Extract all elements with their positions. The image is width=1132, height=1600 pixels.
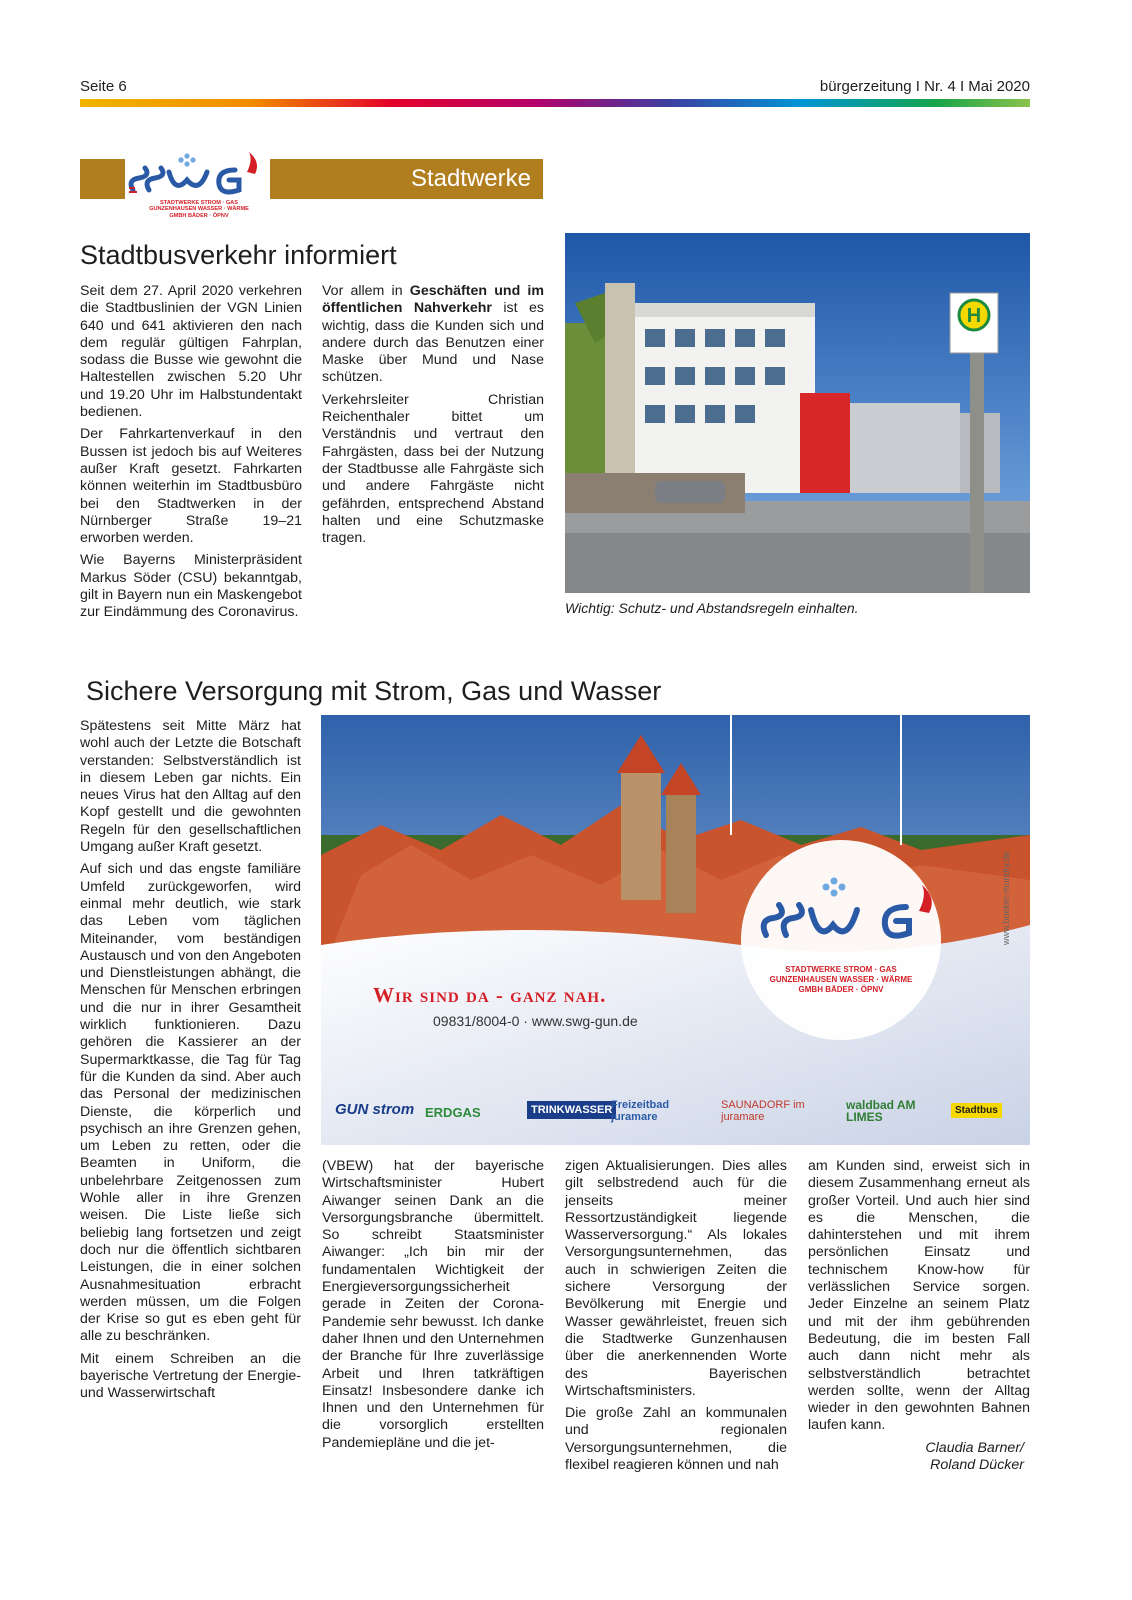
ad-logo-line-1: STADTWERKE STROM · GAS [785, 965, 897, 974]
article1-column-1 [80, 283, 302, 627]
article2-c4: am Kunden sind, erweist sich in diesem Zusammenhang erneut als großer Vorteil. Und auch hier sind es die Menschen, die dahinterstehen und mit ihrem persönlichen Einsatz und technischem Know-how für verlässlichen Service sorgen. Jeder Einzelne an seinem Platz und mit der ihm gebührenden Bedeutung, die im besten Fall auch dann nicht mehr als selbstverständlich betrachtet werden sollte, wenn der Alltag wieder in den gewohnten Bahnen laufen kann. [808, 1158, 1030, 1434]
article2-c3-p2: Die große Zahl an kommunalen und regionalen Versorgungsunternehmen, die flexibel reagieren können und nah [565, 1405, 787, 1474]
brand-logo-row [321, 1085, 1030, 1140]
article2-c1-p2: Auf sich und das engste familiäre Umfeld zurückgeworfen, wird einmal mehr deutlich, wie stark das Leben vom täglichen Miteinander, vom beständigen Austausch und von den Angeboten und Dienstleistungen abhängt, die Menschen für Menschen erbringen und die nur in ihrer Gesamtheit wirklich funktionieren. Dazu gehören die Kassierer an der Supermarktkasse, die Tag für Tag für die Kunden da sind. Aber auch das Personal der medizinischen Dienste, die körperlich und psychisch an ihre Grenzen gehen, um Leben zu retten, oder die Beamten in Uniform, die unbelehrbare Zeitgenossen zum Wohle aller in ihre Grenzen weisen. Die Liste ließe sich beliebig lang fortsetzen und zeigt doch nur die öffentlich sichtbaren Leistungen, die in einer solchen Ausnahmesituation erbracht werden müssen, um die Folgen der Krise so gut es eben geht für alle zu beschränken. [80, 861, 301, 1345]
brand-gun-strom: GUN strom [335, 1101, 415, 1118]
issue-info: bürgerzeitung I Nr. 4 I Mai 2020 [819, 78, 1030, 95]
author-line-1: Claudia Barner/ [925, 1439, 1024, 1456]
ad-logo-line-2: GUNZENHAUSEN WASSER · WÄRME [769, 975, 913, 984]
author-line-2: Roland Dücker [930, 1457, 1024, 1474]
page-number: Seite 6 [80, 78, 127, 95]
article1-headline: Stadtbusverkehr informiert [80, 240, 397, 270]
ad-slogan: Wir sind da - ganz nah. [373, 983, 607, 1007]
brand-erdgas: ERDGAS [425, 1105, 481, 1120]
article2-column-2 [322, 1158, 544, 1457]
bus-stop-sign: H [966, 305, 982, 327]
ad-logo-line-3: GMBH BÄDER · ÖPNV [798, 985, 884, 994]
logo-line-3: GMBH BÄDER · ÖPNV [169, 212, 229, 219]
article2-c1-p1: Spätestens seit Mitte März hat wohl auch der Letzte die Botschaft verstanden: Selbstverständlich ist in diesem Leben gar nichts. Ein neues Virus hat den Alltag auf den Kopf gestellt und die gewohnten Regeln für den gesellschaftlichen Umgang außer Kraft gesetzt. [80, 718, 301, 856]
brand-juramare: Freizeitbad juramare [611, 1099, 670, 1123]
ad-contact: 09831/8004-0 · www.swg-gun.de [433, 1013, 638, 1029]
brand-saunadorf: SAUNADORF im juramare [721, 1099, 805, 1123]
rainbow-divider [80, 99, 1030, 107]
swg-logo [125, 150, 270, 218]
article1-p3: Wie Bayerns Ministerpräsident Markus Söder (CSU) bekanntgab, gilt in Bayern nun ein Maskengebot zur Eindämmung des Coronavirus. [80, 552, 302, 621]
photo-caption: Wichtig: Schutz- und Abstandsregeln einhalten. [565, 600, 859, 616]
town-photo-icon [321, 715, 1030, 1145]
brand-trinkwasser: TRINKWASSER [527, 1101, 616, 1119]
article2-c2: (VBEW) hat der bayerische Wirtschaftsminister Hubert Aiwanger seinen Dank an die Versorgungsbranche übermittelt. So schreibt Staatsminister Aiwanger: „Ich bin mir der fundamentalen Wichtigkeit der Energieversorgungssicherheit gerade in Zeiten der Corona-Pandemie sehr bewusst. Ich danke daher Ihnen und den Unternehmen der Branche für Ihre zuverlässige Arbeit und Ihren tatkräftigen Einsatz! Insbesondere danke ich Ihnen und den Unternehmen für die vorsorglich erstellten Pandemiepläne und die jet- [322, 1158, 544, 1451]
article2-c1-p3: Mit einem Schreiben an die bayerische Vertretung der Energie- und Wasserwirtschaft [80, 1350, 301, 1402]
brand-stadtbus: Stadtbus [951, 1103, 1002, 1118]
swg-advertisement [321, 715, 1030, 1145]
bus-stop-photo [565, 233, 1030, 593]
ad-credit: www.boeker-mundry.de [1001, 851, 1011, 945]
logo-line-2: GUNZENHAUSEN WASSER · WÄRME [149, 206, 249, 213]
article2-column-4 [808, 1158, 1030, 1474]
article2-c3-p1: zigen Aktualisierungen. Dies alles gilt selbstredend auch für die jenseits meiner Ressortzuständigkeit liegende Wasserversorgung.“ Als lokales Versorgungsunternehmen, das auch in schwierigen Zeiten die sichere Versorgung der Bevölkerung mit Energie und Wasser gewährleistet, freuen sich die Stadtwerke Gunzenhausen über die anerkennenden Worte des Bayerischen Wirtschaftsministers. [565, 1158, 787, 1399]
article1-p2: Der Fahrkartenverkauf in den Bussen ist jedoch bis auf Weiteres außer Kraft gesetzt. Fahrkarten können weiterhin im Stadtbusbüro bei den Stadtwerken in der Nürnberger Straße 19–21 erworben werden. [80, 426, 302, 547]
article2-column-3 [565, 1158, 787, 1479]
logo-line-1: STADTWERKE STROM · GAS [160, 200, 238, 206]
article1-p1: Seit dem 27. April 2020 verkehren die Stadtbuslinien der VGN Linien 640 und 641 aktivieren den nach dem regulär gültigen Fahrplan, sodass die Busse wie gewohnt die Haltestellen zwischen 5.20 Uhr und 19.20 Uhr im Halbstundentakt bedienen. [80, 283, 302, 421]
article2-column-1 [80, 718, 301, 1408]
article1-p5: Verkehrsleiter Christian Reichenthaler bittet um Verständnis und vertraut den Fahrgästen, dass bei der Nutzung der Stadtbusse alle Fahrgäste sich und andere Fahrgäste nicht gefährden, entsprechend Abstand halten und eine Schutzmaske tragen. [322, 391, 544, 547]
article2-headline: Sichere Versorgung mit Strom, Gas und Wasser [86, 676, 662, 706]
article1-column-2 [322, 283, 544, 552]
article1-p4: Vor allem in Geschäften und im öffentlichen Nahverkehr ist es wichtig, dass die Kunden sich und andere durch das Benutzen einer Maske über Mund und Nase schützen. [322, 283, 544, 386]
author-signature [808, 1440, 1030, 1475]
section-title: Stadtwerke [410, 165, 531, 192]
building-photo-icon [565, 233, 1030, 593]
brand-waldbad: waldbad AM LIMES [846, 1098, 916, 1124]
